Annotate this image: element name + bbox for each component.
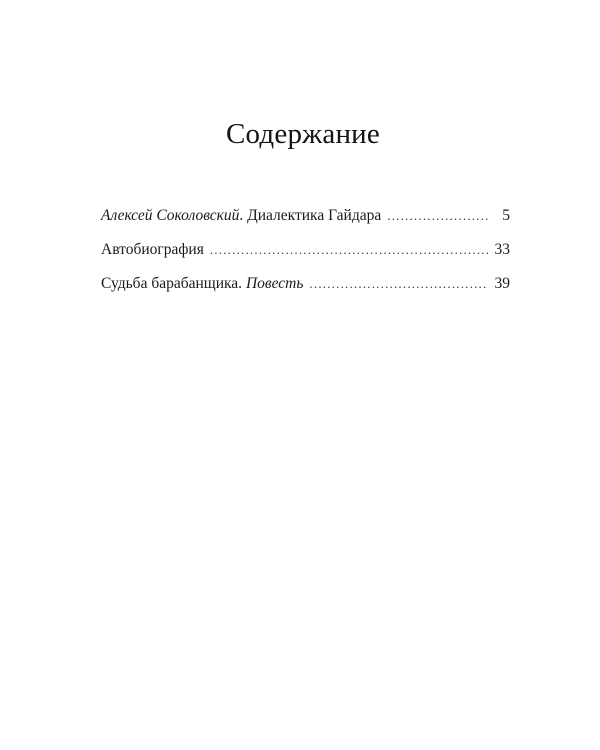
toc-entry bbox=[101, 205, 510, 239]
toc-entry-genre: Повесть bbox=[245, 275, 304, 292]
toc-entry-author: Алексей Соколовский bbox=[101, 207, 240, 224]
table-of-contents bbox=[101, 205, 510, 307]
toc-page-number: 39 bbox=[494, 275, 510, 292]
dot-leader bbox=[309, 273, 488, 295]
contents-title: Содержание bbox=[226, 118, 380, 150]
toc-page-number: 33 bbox=[494, 241, 510, 258]
toc-entry bbox=[101, 239, 510, 273]
toc-entry-title: Судьба барабанщика. bbox=[101, 275, 246, 292]
toc-entry-text bbox=[101, 239, 204, 261]
toc-entry-title: Автобиография bbox=[101, 241, 204, 258]
dot-leader bbox=[387, 205, 488, 227]
toc-page-number: 5 bbox=[502, 207, 510, 224]
toc-entry-text bbox=[101, 205, 381, 227]
toc-entry-text bbox=[101, 273, 303, 295]
dot-leader bbox=[210, 239, 488, 261]
toc-entry-separator: . bbox=[239, 207, 248, 224]
toc-entry-title: Диалектика Гайдара bbox=[247, 207, 382, 224]
toc-entry bbox=[101, 273, 510, 307]
